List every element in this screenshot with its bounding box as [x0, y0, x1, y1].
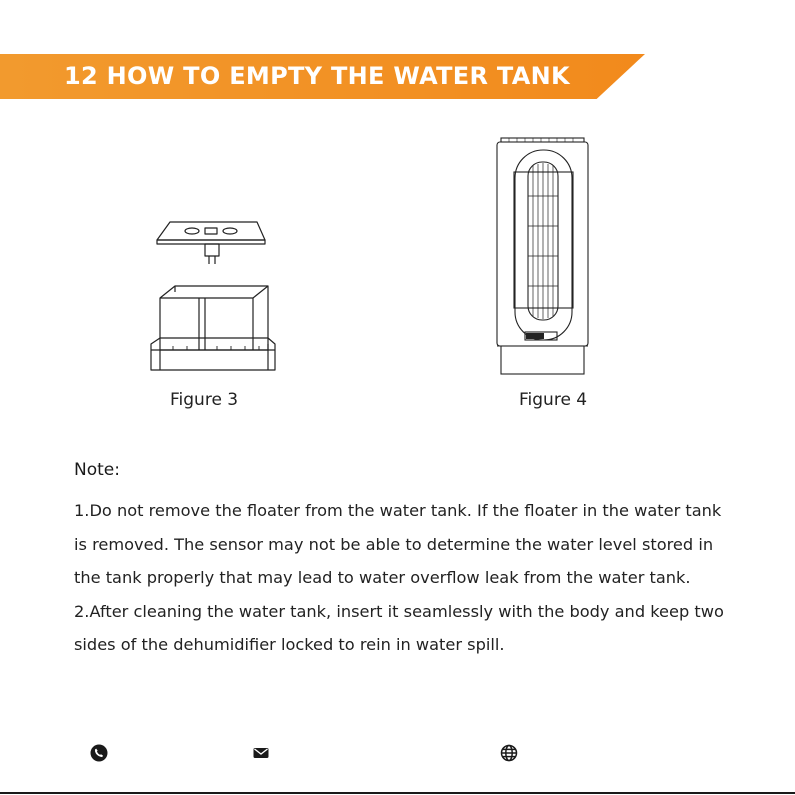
- mail-icon: [252, 744, 270, 762]
- note-paragraph-1: 1.Do not remove the floater from the water tank. If the floater in the water tank is removed. The sensor may not be able to determine the water level stored in the tank properly that may lead to water overflow leak from the water tank.: [74, 501, 722, 587]
- bottom-rule: [0, 792, 795, 794]
- figure-3-caption: Figure 3: [170, 390, 239, 410]
- globe-icon: [500, 744, 518, 762]
- figure-4-dehumidifier-illustration: [495, 136, 590, 378]
- section-title: 12 HOW TO EMPTY THE WATER TANK: [64, 62, 570, 90]
- figure-3-tank-illustration: [135, 210, 285, 380]
- note-paragraph-2: 2.After cleaning the water tank, insert it seamlessly with the body and keep two sides of the dehumidifier locked to rein in water spill.: [74, 601, 724, 654]
- phone-icon: [90, 744, 108, 762]
- note-title: Note:: [74, 460, 120, 480]
- figure-4-caption: Figure 4: [519, 390, 588, 410]
- note-body: [74, 494, 734, 662]
